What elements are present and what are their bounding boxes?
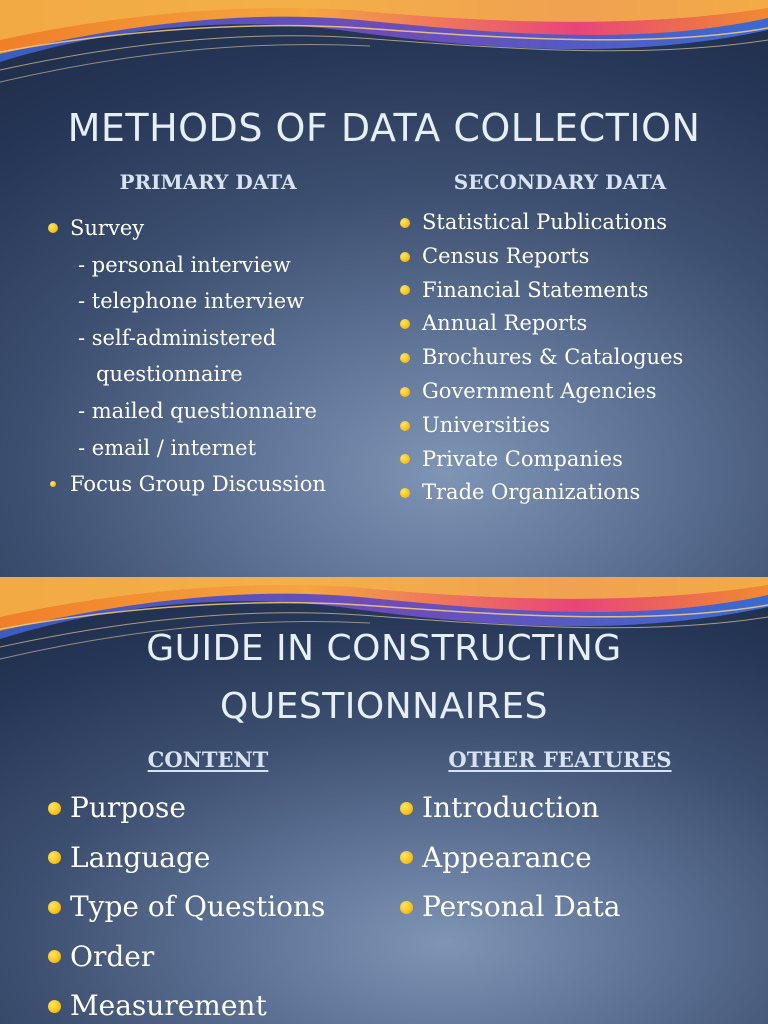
list-item: Universities xyxy=(400,409,683,443)
bullet-icon xyxy=(400,901,413,914)
list-item: Language xyxy=(48,833,325,883)
list-item: Focus Group Discussion xyxy=(48,466,326,503)
list-item: Appearance xyxy=(400,833,620,883)
other-features-list xyxy=(400,783,620,932)
primary-data-list xyxy=(48,210,326,503)
list-item: Purpose xyxy=(48,783,325,833)
list-item: Order xyxy=(48,932,325,982)
bullet-icon xyxy=(48,901,61,914)
primary-data-heading: PRIMARY DATA xyxy=(119,170,297,194)
bullet-icon xyxy=(50,481,56,487)
list-item: - self-administered xyxy=(78,325,277,350)
secondary-data-heading: SECONDARY DATA xyxy=(453,170,667,194)
bullet-icon xyxy=(400,252,410,262)
bullet-icon xyxy=(48,1000,61,1013)
list-item: Introduction xyxy=(400,783,620,833)
bullet-icon xyxy=(48,851,61,864)
content-heading: CONTENT xyxy=(147,747,269,772)
list-item: Brochures & Catalogues xyxy=(400,341,683,375)
list-item: Survey xyxy=(48,210,326,247)
list-item: - telephone interview xyxy=(78,289,305,314)
bullet-icon xyxy=(400,421,410,431)
bullet-icon xyxy=(400,851,413,864)
bullet-icon xyxy=(400,454,410,464)
list-item: - mailed questionnaire xyxy=(78,398,317,423)
list-item: Personal Data xyxy=(400,882,620,932)
list-item: Statistical Publications xyxy=(400,206,683,240)
list-item: - email / internet xyxy=(78,435,257,460)
content-list xyxy=(48,783,325,1024)
bullet-icon xyxy=(400,387,410,397)
slide-guide-in-constructing-questionnaires xyxy=(0,577,768,1024)
bullet-icon xyxy=(400,285,410,295)
bullet-icon xyxy=(400,802,413,815)
list-item: Financial Statements xyxy=(400,274,683,308)
list-item: Type of Questions xyxy=(48,882,325,932)
list-item: Trade Organizations xyxy=(400,476,683,510)
bullet-icon xyxy=(48,802,61,815)
slide-title xyxy=(0,620,768,736)
list-item: Annual Reports xyxy=(400,307,683,341)
list-item: Census Reports xyxy=(400,240,683,274)
bullet-icon xyxy=(400,218,410,228)
bullet-icon xyxy=(48,950,61,963)
list-item: Private Companies xyxy=(400,443,683,477)
list-item: Measurement xyxy=(48,981,325,1024)
list-item: - personal interview xyxy=(78,252,291,277)
bullet-icon xyxy=(400,319,410,329)
slide-title-line-1: GUIDE IN CONSTRUCTING xyxy=(146,628,622,669)
list-item: Government Agencies xyxy=(400,375,683,409)
bullet-icon xyxy=(400,353,410,363)
slide-title: METHODS OF DATA COLLECTION xyxy=(67,106,701,150)
secondary-data-list xyxy=(400,206,683,510)
decorative-swoosh xyxy=(0,0,768,110)
bullet-icon xyxy=(400,488,410,498)
list-item: questionnaire xyxy=(96,362,243,387)
slide-title-line-2: QUESTIONNAIRES xyxy=(220,686,548,727)
bullet-icon xyxy=(48,223,58,233)
other-features-heading: OTHER FEATURES xyxy=(448,747,672,772)
